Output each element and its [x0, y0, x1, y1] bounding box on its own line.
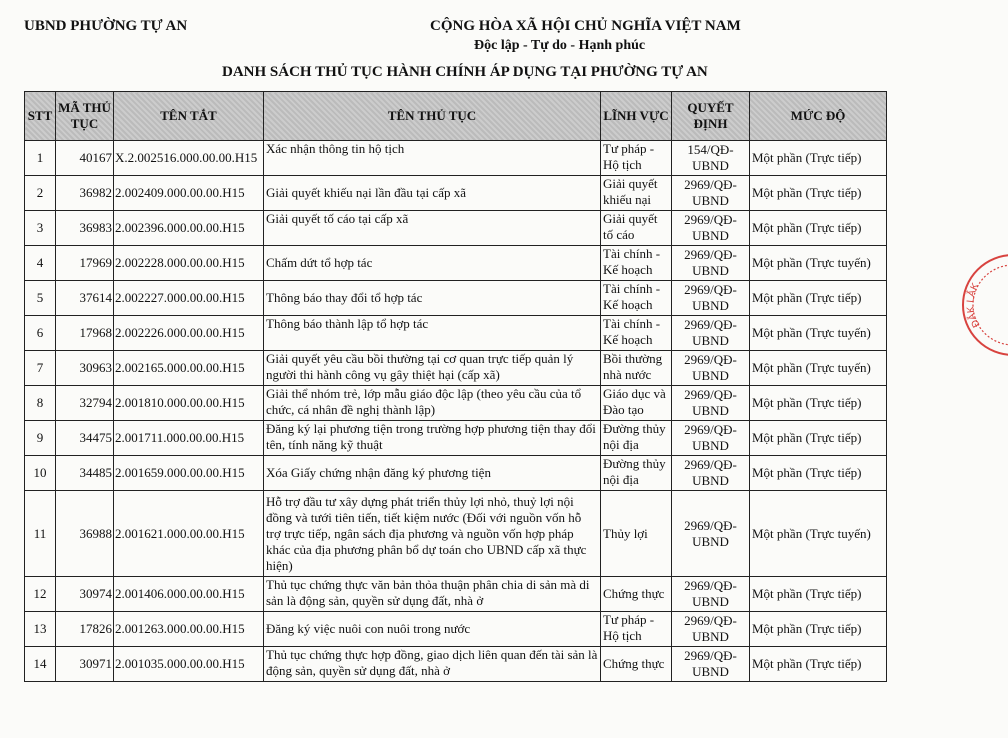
table-row — [25, 612, 887, 647]
cell-ten-thu-tuc: Giải quyết yêu cầu bồi thường tại cơ quan trực tiếp quản lý người thi hành công vụ gây thiệt hại (cấp xã) — [264, 351, 601, 386]
cell-linh-vuc: Bồi thường nhà nước — [601, 351, 672, 386]
table-row — [25, 421, 887, 456]
cell-stt: 2 — [25, 176, 56, 211]
cell-ma-thu-tuc: 37614 — [56, 281, 114, 316]
cell-muc-do: Một phần (Trực tiếp) — [750, 281, 887, 316]
cell-stt: 10 — [25, 456, 56, 491]
cell-ten-tat: 2.001406.000.00.00.H15 — [114, 577, 264, 612]
cell-muc-do: Một phần (Trực tiếp) — [750, 456, 887, 491]
cell-quyet-dinh: 2969/QĐ-UBND — [672, 577, 750, 612]
cell-linh-vuc: Tài chính - Kế hoạch — [601, 316, 672, 351]
cell-ma-thu-tuc: 34485 — [56, 456, 114, 491]
cell-quyet-dinh: 2969/QĐ-UBND — [672, 211, 750, 246]
column-header-ma-thu-tuc: MÃ THỦ TỤC — [56, 92, 114, 141]
cell-ten-thu-tuc: Giải quyết tố cáo tại cấp xã — [264, 211, 601, 246]
table-row — [25, 491, 887, 577]
cell-quyet-dinh: 2969/QĐ-UBND — [672, 386, 750, 421]
nation-title: CỘNG HÒA XÃ HỘI CHỦ NGHĨA VIỆT NAM — [430, 18, 741, 34]
cell-stt: 11 — [25, 491, 56, 577]
cell-linh-vuc: Giải quyết khiếu nại — [601, 176, 672, 211]
cell-linh-vuc: Tài chính - Kế hoạch — [601, 281, 672, 316]
cell-linh-vuc: Chứng thực — [601, 577, 672, 612]
cell-stt: 8 — [25, 386, 56, 421]
cell-muc-do: Một phần (Trực tuyến) — [750, 246, 887, 281]
cell-linh-vuc: Tư pháp - Hộ tịch — [601, 141, 672, 176]
table-header-row — [25, 92, 887, 141]
cell-stt: 13 — [25, 612, 56, 647]
cell-ten-tat: 2.001621.000.00.00.H15 — [114, 491, 264, 577]
cell-quyet-dinh: 2969/QĐ-UBND — [672, 176, 750, 211]
cell-stt: 3 — [25, 211, 56, 246]
cell-ten-tat: 2.002396.000.00.00.H15 — [114, 211, 264, 246]
cell-linh-vuc: Giáo dục và Đào tạo — [601, 386, 672, 421]
cell-ten-thu-tuc: Giải thể nhóm trẻ, lớp mẫu giáo độc lập (theo yêu cầu của tổ chức, cá nhân đề nghị thành lập) — [264, 386, 601, 421]
stamp-text: ĐẮK LẮK — [965, 281, 983, 330]
cell-ten-tat: 2.001659.000.00.00.H15 — [114, 456, 264, 491]
column-header-stt: STT — [25, 92, 56, 141]
table-row — [25, 351, 887, 386]
cell-quyet-dinh: 2969/QĐ-UBND — [672, 421, 750, 456]
cell-muc-do: Một phần (Trực tuyến) — [750, 351, 887, 386]
cell-quyet-dinh: 2969/QĐ-UBND — [672, 647, 750, 682]
cell-linh-vuc: Chứng thực — [601, 647, 672, 682]
cell-muc-do: Một phần (Trực tiếp) — [750, 176, 887, 211]
cell-ten-tat: 2.001810.000.00.00.H15 — [114, 386, 264, 421]
cell-ten-thu-tuc: Hỗ trợ đầu tư xây dựng phát triển thủy lợi nhỏ, thuỷ lợi nội đồng và tưới tiên tiến, tiết kiệm nước (Đối với nguồn vốn hỗ trợ trực tiếp, ngân sách địa phương và nguồn vốn hợp pháp khác của địa phương phân bổ dự toán cho UBND cấp xã thực hiện) — [264, 491, 601, 577]
column-header-muc-do: MỨC ĐỘ — [750, 92, 887, 141]
cell-ma-thu-tuc: 36988 — [56, 491, 114, 577]
cell-ten-tat: 2.002227.000.00.00.H15 — [114, 281, 264, 316]
cell-quyet-dinh: 2969/QĐ-UBND — [672, 351, 750, 386]
cell-ten-thu-tuc: Thủ tục chứng thực hợp đồng, giao dịch liên quan đến tài sản là động sản, quyền sử dụng đất, nhà ở — [264, 647, 601, 682]
cell-quyet-dinh: 2969/QĐ-UBND — [672, 456, 750, 491]
column-header-linh-vuc: LĨNH VỰC — [601, 92, 672, 141]
cell-ma-thu-tuc: 36982 — [56, 176, 114, 211]
cell-stt: 5 — [25, 281, 56, 316]
cell-stt: 7 — [25, 351, 56, 386]
cell-linh-vuc: Tư pháp - Hộ tịch — [601, 612, 672, 647]
cell-ten-tat: 2.002409.000.00.00.H15 — [114, 176, 264, 211]
cell-quyet-dinh: 2969/QĐ-UBND — [672, 316, 750, 351]
cell-ma-thu-tuc: 30971 — [56, 647, 114, 682]
cell-ten-thu-tuc: Xóa Giấy chứng nhận đăng ký phương tiện — [264, 456, 601, 491]
cell-ma-thu-tuc: 36983 — [56, 211, 114, 246]
cell-quyet-dinh: 2969/QĐ-UBND — [672, 246, 750, 281]
cell-ten-tat: X.2.002516.000.00.00.H15 — [114, 141, 264, 176]
cell-stt: 9 — [25, 421, 56, 456]
cell-quyet-dinh: 154/QĐ-UBND — [672, 141, 750, 176]
cell-ma-thu-tuc: 40167 — [56, 141, 114, 176]
cell-quyet-dinh: 2969/QĐ-UBND — [672, 612, 750, 647]
cell-linh-vuc: Đường thủy nội địa — [601, 421, 672, 456]
cell-ten-thu-tuc: Thông báo thay đổi tổ hợp tác — [264, 281, 601, 316]
cell-muc-do: Một phần (Trực tiếp) — [750, 141, 887, 176]
cell-ma-thu-tuc: 17826 — [56, 612, 114, 647]
table-row — [25, 386, 887, 421]
cell-quyet-dinh: 2969/QĐ-UBND — [672, 491, 750, 577]
cell-ten-tat: 2.002228.000.00.00.H15 — [114, 246, 264, 281]
national-motto: Độc lập - Tự do - Hạnh phúc — [474, 38, 646, 53]
cell-linh-vuc: Tài chính - Kế hoạch — [601, 246, 672, 281]
cell-stt: 14 — [25, 647, 56, 682]
column-header-ten-tat: TÊN TẮT — [114, 92, 264, 141]
cell-ma-thu-tuc: 34475 — [56, 421, 114, 456]
cell-linh-vuc: Giải quyết tố cáo — [601, 211, 672, 246]
cell-ten-tat: 2.002165.000.00.00.H15 — [114, 351, 264, 386]
cell-ma-thu-tuc: 17968 — [56, 316, 114, 351]
table-row — [25, 176, 887, 211]
cell-ten-tat: 2.001263.000.00.00.H15 — [114, 612, 264, 647]
cell-ma-thu-tuc: 30963 — [56, 351, 114, 386]
cell-muc-do: Một phần (Trực tuyến) — [750, 491, 887, 577]
cell-ten-tat: 2.002226.000.00.00.H15 — [114, 316, 264, 351]
table-row — [25, 456, 887, 491]
table-row — [25, 211, 887, 246]
table-row — [25, 577, 887, 612]
stamp-inner-ring — [973, 265, 1008, 345]
cell-ma-thu-tuc: 32794 — [56, 386, 114, 421]
column-header-ten-thu-tuc: TÊN THỦ TỤC — [264, 92, 601, 141]
cell-muc-do: Một phần (Trực tiếp) — [750, 421, 887, 456]
document-title: DANH SÁCH THỦ TỤC HÀNH CHÍNH ÁP DỤNG TẠI PHƯỜNG TỰ AN — [222, 64, 708, 80]
cell-ma-thu-tuc: 17969 — [56, 246, 114, 281]
cell-stt: 6 — [25, 316, 56, 351]
cell-stt: 12 — [25, 577, 56, 612]
cell-linh-vuc: Thủy lợi — [601, 491, 672, 577]
cell-muc-do: Một phần (Trực tuyến) — [750, 316, 887, 351]
table-row — [25, 246, 887, 281]
cell-ten-tat: 2.001711.000.00.00.H15 — [114, 421, 264, 456]
cell-muc-do: Một phần (Trực tiếp) — [750, 211, 887, 246]
table-row — [25, 141, 887, 176]
cell-ten-thu-tuc: Chấm dứt tổ hợp tác — [264, 246, 601, 281]
cell-ma-thu-tuc: 30974 — [56, 577, 114, 612]
cell-muc-do: Một phần (Trực tiếp) — [750, 386, 887, 421]
cell-muc-do: Một phần (Trực tiếp) — [750, 577, 887, 612]
red-seal-stamp — [958, 250, 1008, 360]
cell-stt: 1 — [25, 141, 56, 176]
cell-ten-thu-tuc: Xác nhận thông tin hộ tịch — [264, 141, 601, 176]
cell-linh-vuc: Đường thủy nội địa — [601, 456, 672, 491]
cell-ten-thu-tuc: Đăng ký việc nuôi con nuôi trong nước — [264, 612, 601, 647]
organization-name: UBND PHƯỜNG TỰ AN — [24, 18, 188, 34]
cell-ten-thu-tuc: Thủ tục chứng thực văn bản thỏa thuận phân chia di sản mà di sản là động sản, quyền sử dụng đất, nhà ở — [264, 577, 601, 612]
cell-ten-thu-tuc: Đăng ký lại phương tiện trong trường hợp phương tiện thay đổi tên, tính năng kỹ thuật — [264, 421, 601, 456]
cell-muc-do: Một phần (Trực tiếp) — [750, 647, 887, 682]
cell-ten-thu-tuc: Thông báo thành lập tổ hợp tác — [264, 316, 601, 351]
procedures-table — [24, 91, 887, 682]
table-row — [25, 316, 887, 351]
cell-stt: 4 — [25, 246, 56, 281]
cell-muc-do: Một phần (Trực tiếp) — [750, 612, 887, 647]
column-header-quyet-dinh: QUYẾT ĐỊNH — [672, 92, 750, 141]
table-row — [25, 281, 887, 316]
cell-quyet-dinh: 2969/QĐ-UBND — [672, 281, 750, 316]
cell-ten-thu-tuc: Giải quyết khiếu nại lần đầu tại cấp xã — [264, 176, 601, 211]
table-row — [25, 647, 887, 682]
cell-ten-tat: 2.001035.000.00.00.H15 — [114, 647, 264, 682]
